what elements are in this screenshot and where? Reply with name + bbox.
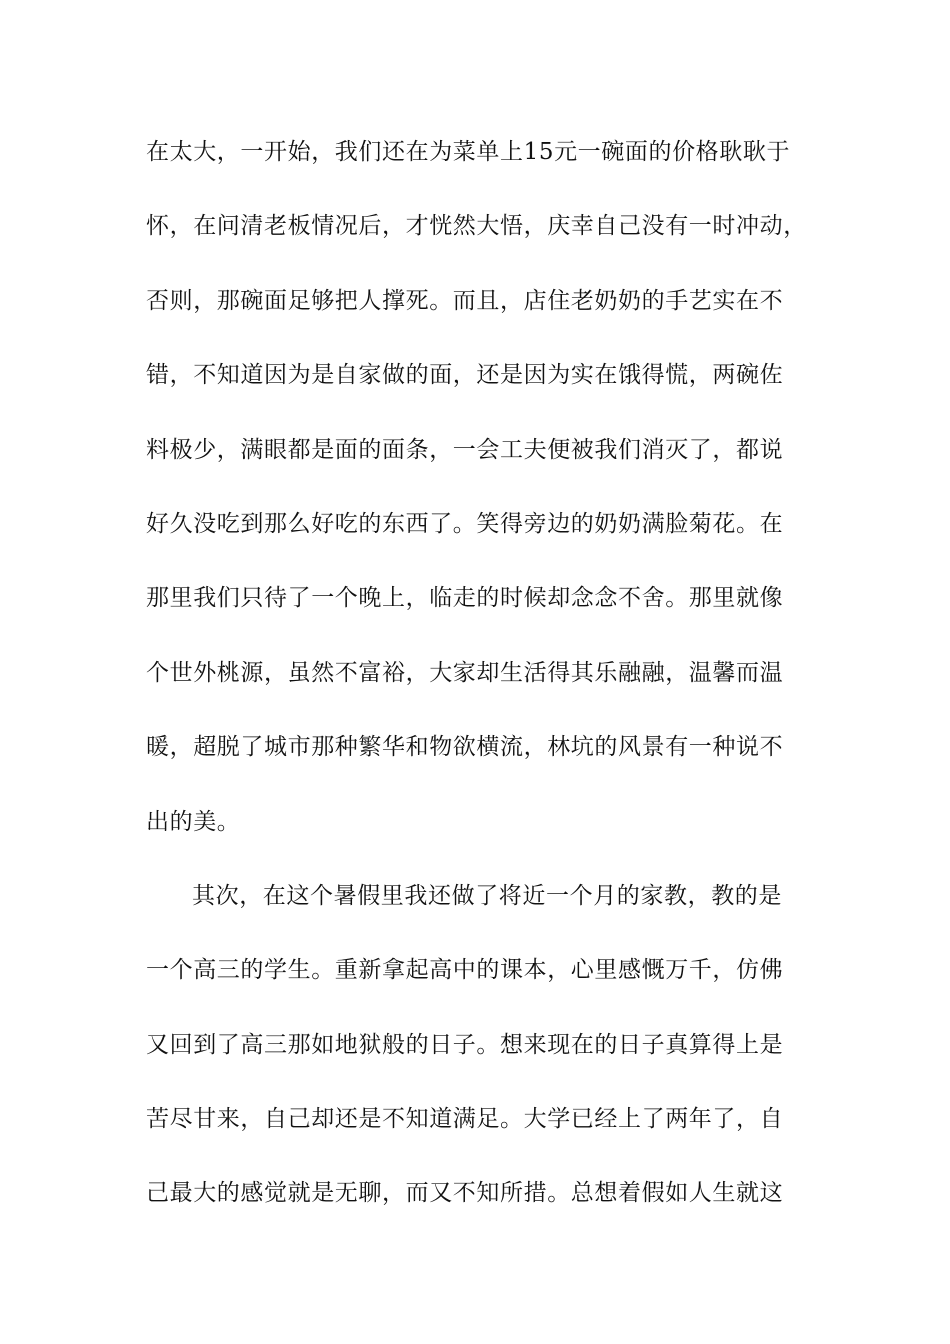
text-line-7: 那里我们只待了一个晚上，临走的时候却念念不舍。那里就像 xyxy=(146,585,784,612)
text-line-15: 己最大的感觉就是无聊，而又不知所措。总想着假如人生就这 xyxy=(146,1180,784,1207)
text-line-13: 又回到了高三那如地狱般的日子。想来现在的日子真算得上是 xyxy=(146,1031,784,1058)
text-line-9: 暖，超脱了城市那种繁华和物欲横流，林坑的风景有一种说不 xyxy=(146,734,784,761)
text-line-14: 苦尽甘来，自己却还是不知道满足。大学已经上了两年了，自 xyxy=(146,1106,784,1133)
text-line-8: 个世外桃源，虽然不富裕，大家却生活得其乐融融，温馨而温 xyxy=(146,659,784,686)
text-line-5: 料极少，满眼都是面的面条，一会工夫便被我们消灭了，都说 xyxy=(146,436,784,463)
text-line-1: 在太大，一开始，我们还在为菜单上15元一碗面的价格耿耿于 xyxy=(146,139,791,165)
text-line-6: 好久没吃到那么好吃的东西了。笑得旁边的奶奶满脸菊花。在 xyxy=(146,510,784,537)
text-line-12: 一个高三的学生。重新拿起高中的课本，心里感慨万千，仿佛 xyxy=(146,957,784,984)
text-line-4: 错，不知道因为是自家做的面，还是因为实在饿得慌，两碗佐 xyxy=(146,362,784,389)
text-line-2: 怀，在问清老板情况后，才恍然大悟，庆幸自己没有一时冲动， xyxy=(146,213,807,240)
body-text xyxy=(146,132,826,1248)
paragraph-start-line: 其次，在这个暑假里我还做了将近一个月的家教，教的是 xyxy=(192,882,782,909)
text-line-3: 否则，那碗面足够把人撑死。而且，店住老奶奶的手艺实在不 xyxy=(146,287,784,314)
text-line-10: 出的美。 xyxy=(146,808,241,835)
